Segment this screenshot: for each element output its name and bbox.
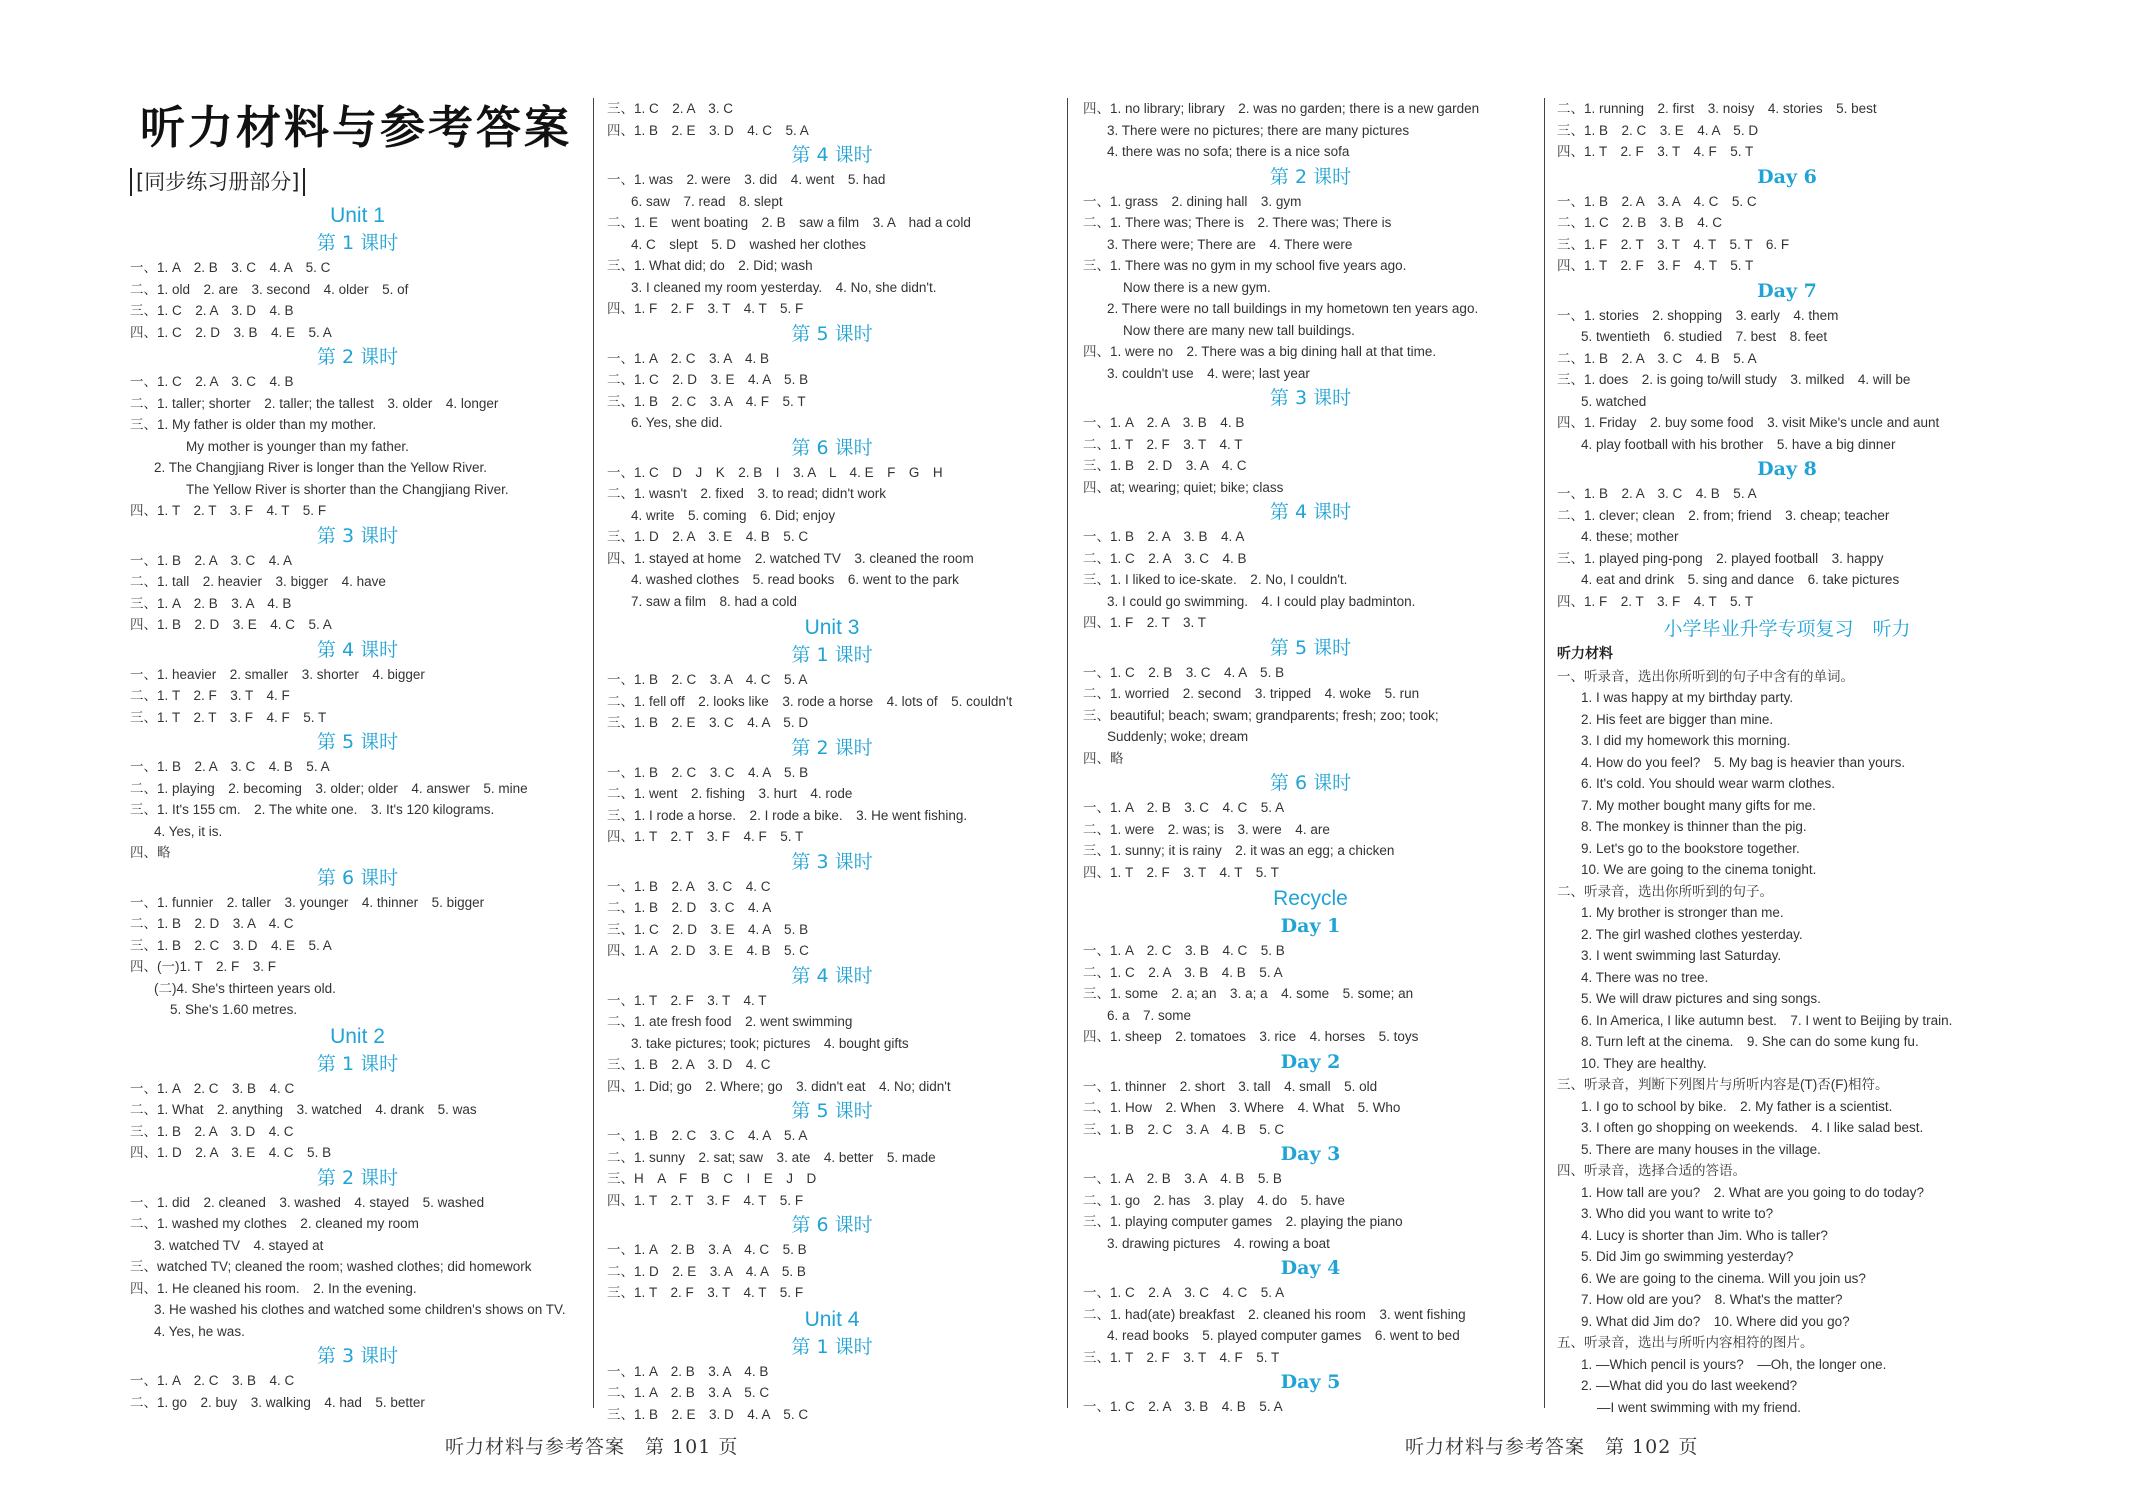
lesson-heading: 第 5 课时 [1269,636,1352,659]
answer-line: 二、1. E went boating 2. B saw a film 3. A had a cold [607,215,971,230]
answer-line: 二、1. worried 2. second 3. tripped 4. woke 5. run [1083,686,1420,701]
answer-line: 一、1. funnier 2. taller 3. younger 4. thinner 5. bigger [130,894,485,910]
lesson-heading: 第 2 课时 [316,346,399,368]
unit-heading: Unit 1 [330,204,385,227]
answer-line: 四、1. stayed at home 2. watched TV 3. cleaned the room [607,550,974,566]
answer-line: 4. read books 5. played computer games 6. went to bed [1107,1328,1460,1343]
answer-line: 三、1. B 2. A 3. D 4. C [607,1057,771,1072]
answer-line: 三、1. playing computer games 2. playing the piano [1083,1214,1403,1229]
answer-line: 4. write 5. coming 6. Did; enjoy [631,507,836,523]
answer-line: 一、1. B 2. A 3. A 4. C 5. C [1557,193,1757,209]
answer-line: 二、1. go 2. buy 3. walking 4. had 5. better [130,1394,425,1410]
answer-line: 2. The girl washed clothes yesterday. [1581,926,1803,942]
column-divider [1544,98,1545,1408]
lesson-heading: 第 2 课时 [791,736,873,759]
answer-line: 四、听录音，选择合适的答语。 [1557,1163,1746,1178]
answer-line: 三、听录音，判断下列图片与所听内容是(T)否(F)相符。 [1557,1077,1889,1092]
lesson-heading: 第 5 课时 [316,731,399,753]
answer-line: 一、1. A 2. C 3. B 4. C [130,1080,295,1096]
lesson-heading: 第 3 课时 [316,524,399,547]
answer-line: 一、1. thinner 2. short 3. tall 4. small 5. old [1083,1078,1378,1094]
answer-line: 4. Yes, he was. [154,1323,245,1339]
answer-line: 三、1. What did; do 2. Did; wash [607,258,813,273]
answer-line: 3. drawing pictures 4. rowing a boat [1107,1235,1330,1251]
answer-line: My mother is younger than my father. [186,438,409,454]
answer-line: 4. There was no tree. [1581,969,1709,985]
day-heading: Day 7 [1757,279,1817,302]
answer-line: 6. Yes, she did. [631,415,723,430]
answer-line: 一、1. B 2. A 3. C 4. C [607,878,771,894]
column-3-body [1083,98,1538,1418]
answer-line: —I went swimming with my friend. [1597,1399,1802,1415]
answer-line: 6. We are going to the cinema. Will you join us? [1581,1270,1866,1286]
answer-line: 二、1. running 2. first 3. noisy 4. stories 5. best [1557,101,1877,116]
lesson-heading: 第 6 课时 [316,866,399,889]
answer-line: 9. What did Jim do? 10. Where did you go? [1581,1313,1850,1329]
lesson-heading: 第 6 课时 [791,1214,873,1236]
answer-line: 4. Lucy is shorter than Jim. Who is taller? [1581,1227,1828,1243]
answer-line: 一、1. A 2. B 3. A 4. B 5. B [1083,1171,1282,1186]
answer-line: 4. How do you feel? 5. My bag is heavier than yours. [1581,754,1906,770]
lesson-heading: 第 5 课时 [791,1100,873,1122]
answer-line: 4. eat and drink 5. sing and dance 6. take pictures [1581,572,1900,587]
lesson-heading: 第 4 课时 [791,964,873,987]
answer-line: 一、1. C 2. A 3. C 4. B [130,374,294,389]
answer-line: 四、1. B 2. E 3. D 4. C 5. A [607,122,809,138]
lesson-heading: 第 1 课时 [316,1052,399,1075]
lesson-heading: 第 1 课时 [791,1335,873,1358]
answer-line: 三、1. T 2. F 3. T 4. T 5. F [607,1285,804,1300]
column-4-body [1557,98,2017,1418]
answer-line: 三、H A F B C I E J D [607,1171,817,1186]
answer-line: 2. His feet are bigger than mine. [1581,711,1774,727]
lesson-heading: 第 4 课时 [1269,501,1352,523]
answer-line: 四、1. F 2. T 3. T [1083,615,1207,630]
answer-line: 3. I cleaned my room yesterday. 4. No, she didn't. [631,279,937,295]
answer-line: 三、1. My father is older than my mother. [130,417,377,432]
answer-line: 二、1. B 2. A 3. C 4. B 5. A [1557,350,1757,366]
answer-line: 三、1. T 2. T 3. F 4. F 5. T [130,709,327,725]
answer-line: 2. There were no tall buildings in my hometown ten years ago. [1107,301,1479,316]
answer-line: 1. My brother is stronger than me. [1581,905,1784,920]
answer-line: 四、1. T 2. F 3. F 4. T 5. T [1557,258,1754,273]
answer-line: 二、1. ate fresh food 2. went swimming [607,1014,853,1029]
answer-line: 一、1. A 2. C 3. B 4. C [130,1373,295,1388]
answer-line: 二、1. went 2. fishing 3. hurt 4. rode [607,786,853,801]
answer-line: 一、1. B 2. C 3. C 4. A 5. B [607,764,809,780]
answer-line: 二、1. D 2. E 3. A 4. A 5. B [607,1263,806,1279]
lesson-heading: 第 5 课时 [791,322,873,345]
answer-column-1 [130,98,585,1413]
answer-line: 5. watched [1581,393,1647,409]
page-footer-102: 听力材料与参考答案 第 102 页 [1405,1436,1699,1458]
answer-line: 一、1. B 2. C 3. A 4. C 5. A [607,672,808,687]
answer-line: 一、1. C 2. B 3. C 4. A 5. B [1083,664,1285,680]
answer-line: 二、听录音，选出你所听到的句子。 [1557,883,1773,899]
answer-line: 3. couldn't use 4. were; last year [1107,365,1310,381]
answer-line: 8. The monkey is thinner than the pig. [1581,819,1807,834]
answer-line: 三、1. B 2. E 3. D 4. A 5. C [607,1406,809,1422]
answer-line: 三、1. F 2. T 3. T 4. T 5. T 6. F [1557,236,1790,252]
lesson-heading: 第 6 课时 [1269,772,1352,794]
answer-line: 三、1. B 2. C 3. D 4. E 5. A [130,937,332,953]
answer-line: 四、1. were no 2. There was a big dining hall at that time. [1083,344,1437,359]
answer-line: 三、1. sunny; it is rainy 2. it was an egg; a chicken [1083,843,1395,858]
answer-line: 1. I was happy at my birthday party. [1581,690,1794,705]
answer-line: 二、1. C 2. B 3. B 4. C [1557,215,1723,230]
lesson-heading: 第 1 课时 [791,644,873,666]
answer-line: 5. twentieth 6. studied 7. best 8. feet [1581,329,1828,344]
lesson-heading: 第 2 课时 [1269,165,1352,188]
answer-line: 二、1. How 2. When 3. Where 4. What 5. Who [1083,1100,1401,1115]
answer-line: 三、1. It's 155 cm. 2. The white one. 3. It's 120 kilograms. [130,802,495,817]
answer-line: 2. —What did you do last weekend? [1581,1378,1798,1393]
answer-line: 一、1. grass 2. dining hall 3. gym [1083,193,1302,209]
lesson-heading: 第 4 课时 [316,638,399,661]
answer-line: 四、1. Friday 2. buy some food 3. visit Mike's uncle and aunt [1557,415,1940,430]
answer-line: 四、1. F 2. T 3. F 4. T 5. T [1557,593,1754,609]
answer-line: 8. Turn left at the cinema. 9. She can do some kung fu. [1581,1034,1919,1049]
answer-line: 一、1. B 2. A 3. B 4. A [1083,529,1245,544]
answer-line: 一、1. T 2. F 3. T 4. T [607,992,767,1008]
answer-column-3 [1083,98,1538,1418]
lesson-heading: 第 4 课时 [791,144,873,166]
answer-line: 三、1. I liked to ice-skate. 2. No, I couldn't. [1083,572,1348,587]
answer-line: 三、1. C 2. D 3. E 4. A 5. B [607,921,809,937]
answer-line: 四、略 [130,845,171,860]
answer-line: 三、1. A 2. B 3. A 4. B [130,595,292,611]
column-2-body [607,98,1057,1425]
answer-line: 三、1. does 2. is going to/will study 3. milked 4. will be [1557,372,1911,387]
answer-line: 二、1. were 2. was; is 3. were 4. are [1083,821,1330,837]
answer-line: 三、1. C 2. A 3. D 4. B [130,303,294,318]
answer-line: 二、1. B 2. D 3. A 4. C [130,916,294,931]
day-heading: Day 6 [1757,165,1817,188]
answer-line: 4. washed clothes 5. read books 6. went to the park [631,572,959,587]
answer-line: 三、1. I rode a horse. 2. I rode a bike. 3. He went fishing. [607,807,968,823]
answer-line: 4. Yes, it is. [154,823,223,839]
column-divider [1067,98,1068,1408]
answer-line: 三、1. There was no gym in my school five years ago. [1083,258,1407,273]
answer-line: 三、1. T 2. F 3. T 4. F 5. T [1083,1349,1280,1365]
answer-line: 四、1. B 2. D 3. E 4. C 5. A [130,617,332,632]
answer-line: 5. Did Jim go swimming yesterday? [1581,1249,1794,1264]
lesson-heading: 第 3 课时 [791,850,873,873]
page-footer-101: 听力材料与参考答案 第 101 页 [445,1436,739,1458]
answer-line: 3. I often go shopping on weekends. 4. I like salad best. [1581,1120,1924,1135]
answer-line: 四、1. D 2. A 3. E 4. C 5. B [130,1145,332,1160]
answer-line: 二、1. clever; clean 2. from; friend 3. cheap; teacher [1557,507,1890,523]
unit-heading: Recycle [1273,887,1348,910]
answer-line: 三、1. B 2. E 3. C 4. A 5. D [607,715,809,730]
answer-line: 一、1. A 2. A 3. B 4. B [1083,415,1245,430]
answer-line: 6. In America, I like autumn best. 7. I went to Beijing by train. [1581,1012,1953,1028]
answer-line: 一、1. C 2. A 3. B 4. B 5. A [1083,1399,1283,1414]
answer-line: 6. saw 7. read 8. slept [631,193,783,209]
answer-line: 二、1. There was; There is 2. There was; There is [1083,215,1392,230]
answer-line: 二、1. T 2. F 3. T 4. F [130,688,290,703]
answer-line: 二、1. washed my clothes 2. cleaned my room [130,1216,419,1231]
day-heading: Day 8 [1757,458,1817,480]
day-heading: Day 3 [1280,1143,1341,1165]
answer-line: 四、1. no library; library 2. was no garden; there is a new garden [1083,101,1480,116]
section-heading: 小学毕业升学专项复习 听力 [1663,618,1911,640]
answer-line: 7. My mother bought many gifts for me. [1581,797,1816,813]
answer-line: 四、1. T 2. T 3. F 4. F 5. T [607,829,804,844]
answer-line: 一、1. A 2. B 3. C 4. C 5. A [1083,800,1285,815]
answer-line: 10. They are healthy. [1581,1055,1707,1071]
answer-line: 3. watched TV 4. stayed at [154,1237,324,1253]
answer-line: 四、1. Did; go 2. Where; go 3. didn't eat 4. No; didn't [607,1078,951,1094]
answer-line: 一、1. stories 2. shopping 3. early 4. them [1557,307,1839,323]
day-heading: Day 4 [1280,1257,1341,1279]
answer-line: 二、1. wasn't 2. fixed 3. to read; didn't work [607,486,887,501]
unit-heading: Unit 2 [330,1024,385,1048]
answer-line: 二、1. taller; shorter 2. taller; the tallest 3. older 4. longer [130,395,499,411]
answer-line: 1. I go to school by bike. 2. My father is a scientist. [1581,1098,1893,1114]
answer-line: 四、1. sheep 2. tomatoes 3. rice 4. horses 5. toys [1083,1029,1419,1044]
lesson-heading: 第 6 课时 [791,436,873,459]
answer-line: 四、1. He cleaned his room. 2. In the evening. [130,1280,417,1296]
lesson-heading: 第 1 课时 [316,232,399,254]
answer-line: 四、at; wearing; quiet; bike; class [1083,479,1284,495]
answer-line: 三、watched TV; cleaned the room; washed clothes; did homework [130,1259,532,1274]
answer-line: 10. We are going to the cinema tonight. [1581,862,1817,877]
answer-line: 二、1. C 2. D 3. E 4. A 5. B [607,372,809,387]
answer-line: 四、1. C 2. D 3. B 4. E 5. A [130,324,332,340]
answer-line: 7. saw a film 8. had a cold [631,593,797,609]
answer-line: 6. It's cold. You should wear warm clothes. [1581,776,1835,791]
answer-line: 5. We will draw pictures and sing songs. [1581,991,1821,1006]
answer-line: 一、1. did 2. cleaned 3. washed 4. stayed 5. washed [130,1194,485,1210]
answer-line: 3. There were no pictures; there are many pictures [1107,122,1410,138]
answer-line: 三、1. B 2. D 3. A 4. C [1083,458,1247,473]
answer-line: 4. C slept 5. D washed her clothes [631,236,866,252]
answer-line: 4. play football with his brother 5. have a big dinner [1581,436,1896,452]
answer-line: 3. take pictures; took; pictures 4. bought gifts [631,1035,909,1051]
answer-line: 3. I could go swimming. 4. I could play badminton. [1107,593,1416,609]
answer-line: 三、1. B 2. C 3. E 4. A 5. D [1557,122,1759,138]
section-tag: [同步练习册部分] [130,168,305,196]
answer-line: 5. There are many houses in the village. [1581,1141,1821,1157]
answer-line: 三、1. played ping-pong 2. played football 3. happy [1557,550,1884,566]
answer-line: 三、1. D 2. A 3. E 4. B 5. C [607,529,809,544]
answer-line: 三、beautiful; beach; swam; grandparents; fresh; zoo; took; [1083,707,1439,723]
day-heading: Day 2 [1280,1050,1341,1073]
answer-line: 四、1. T 2. T 3. F 4. T 5. F [130,503,327,518]
answer-line: 四、(一)1. T 2. F 3. F [130,959,277,974]
day-heading: Day 1 [1280,915,1341,937]
answer-line: 四、1. A 2. D 3. E 4. B 5. C [607,943,809,958]
answer-line: 三、1. B 2. C 3. A 4. F 5. T [607,393,806,409]
answer-line: 二、1. C 2. A 3. B 4. B 5. A [1083,964,1283,980]
answer-line: 二、1. B 2. D 3. C 4. A [607,900,772,915]
answer-line: Now there are many new tall buildings. [1123,322,1355,338]
answer-line: 二、1. tall 2. heavier 3. bigger 4. have [130,574,386,589]
answer-line: 一、1. C 2. A 3. C 4. C 5. A [1083,1285,1285,1300]
answer-line: 一、1. B 2. A 3. C 4. B 5. A [130,759,330,774]
answer-line: 一、1. A 2. C 3. B 4. C 5. B [1083,943,1285,958]
answer-line: 4. there was no sofa; there is a nice sofa [1107,144,1350,159]
answer-line: 6. a 7. some [1107,1007,1192,1023]
day-heading: Day 5 [1280,1371,1341,1393]
answer-line: 四、1. T 2. T 3. F 4. T 5. F [607,1192,804,1208]
answer-line: 一、1. B 2. C 3. C 4. A 5. A [607,1128,808,1143]
answer-line: 3. Who did you want to write to? [1581,1206,1774,1221]
answer-line: (二)4. She's thirteen years old. [154,980,336,996]
answer-line: 5. She's 1.60 metres. [170,1002,298,1017]
answer-line: 4. these; mother [1581,529,1679,544]
answer-line: 四、1. F 2. F 3. T 4. T 5. F [607,301,804,316]
answer-line: 一、1. C D J K 2. B I 3. A L 4. E F G H [607,464,943,480]
answer-line: 三、1. C 2. A 3. C [607,101,734,116]
answer-line: 1. —Which pencil is yours? —Oh, the longer one. [1581,1356,1887,1372]
answer-line: 二、1. old 2. are 3. second 4. older 5. of [130,281,409,297]
answer-line: 二、1. T 2. F 3. T 4. T [1083,436,1243,452]
lesson-heading: 第 3 课时 [1269,387,1352,409]
answer-line: 一、1. A 2. B 3. A 4. B [607,1363,769,1379]
answer-line: 7. How old are you? 8. What's the matter? [1581,1292,1843,1307]
answer-line: 一、1. heavier 2. smaller 3. shorter 4. bigger [130,666,425,682]
answer-line: 一、1. B 2. A 3. C 4. B 5. A [1557,486,1757,501]
column-divider [593,98,594,1408]
answer-line: 二、1. sunny 2. sat; saw 3. ate 4. better 5. made [607,1149,936,1165]
page-title: 听力材料与参考答案 [140,101,573,154]
answer-line: 一、听录音，选出你所听到的句子中含有的单词。 [1557,668,1854,684]
answer-line: Now there is a new gym. [1123,279,1271,295]
answer-column-4 [1557,98,2017,1418]
answer-line: 五、听录音，选出与所听内容相符的图片。 [1557,1335,1814,1350]
answer-line: Suddenly; woke; dream [1107,729,1249,744]
answer-line: 二、1. fell off 2. looks like 3. rode a horse 4. lots of 5. couldn't [607,693,1013,709]
lesson-heading: 第 3 课时 [316,1345,399,1367]
answer-line: 三、1. B 2. A 3. D 4. C [130,1123,294,1139]
answer-line: The Yellow River is shorter than the Changjiang River. [186,481,509,497]
answer-line: 四、1. T 2. F 3. T 4. F 5. T [1557,144,1754,159]
answer-line: 三、1. some 2. a; an 3. a; a 4. some 5. some; an [1083,986,1414,1001]
answer-line: 一、1. was 2. were 3. did 4. went 5. had [607,172,886,187]
answer-line: 二、1. had(ate) breakfast 2. cleaned his room 3. went fishing [1083,1306,1466,1322]
answer-line: 3. I went swimming last Saturday. [1581,948,1782,963]
answer-line: 一、1. A 2. B 3. A 4. C 5. B [607,1242,807,1257]
answer-line: 1. How tall are you? 2. What are you going to do today? [1581,1184,1924,1200]
answer-line: 3. I did my homework this morning. [1581,733,1791,748]
answer-line: 四、1. T 2. F 3. T 4. T 5. T [1083,864,1279,880]
answer-line: 2. The Changjiang River is longer than the Yellow River. [154,460,487,475]
column-1-body [130,203,585,1413]
answer-line: 9. Let's go to the bookstore together. [1581,840,1800,856]
answer-line: 四、略 [1083,750,1124,766]
answer-line: 二、1. playing 2. becoming 3. older; older 4. answer 5. mine [130,780,528,796]
unit-heading: Unit 3 [804,616,860,639]
answer-line: 二、1. What 2. anything 3. watched 4. drank 5. was [130,1102,477,1117]
answer-line: 一、1. A 2. C 3. A 4. B [607,350,770,366]
subsection-label: 听力材料 [1557,646,1613,662]
unit-heading: Unit 4 [804,1307,860,1331]
answer-line: 一、1. B 2. A 3. C 4. A [130,552,293,568]
answer-line: 三、1. B 2. C 3. A 4. B 5. C [1083,1121,1285,1137]
answer-line: 二、1. C 2. A 3. C 4. B [1083,550,1247,566]
answer-line: 3. He washed his clothes and watched some children's shows on TV. [154,1302,566,1317]
answer-column-2 [607,98,1057,1425]
answer-line: 3. There were; There are 4. There were [1107,236,1353,252]
answer-line: 二、1. go 2. has 3. play 4. do 5. have [1083,1192,1345,1208]
lesson-heading: 第 2 课时 [316,1166,399,1189]
answer-line: 二、1. A 2. B 3. A 5. C [607,1385,770,1400]
answer-line: 一、1. A 2. B 3. C 4. A 5. C [130,260,331,275]
